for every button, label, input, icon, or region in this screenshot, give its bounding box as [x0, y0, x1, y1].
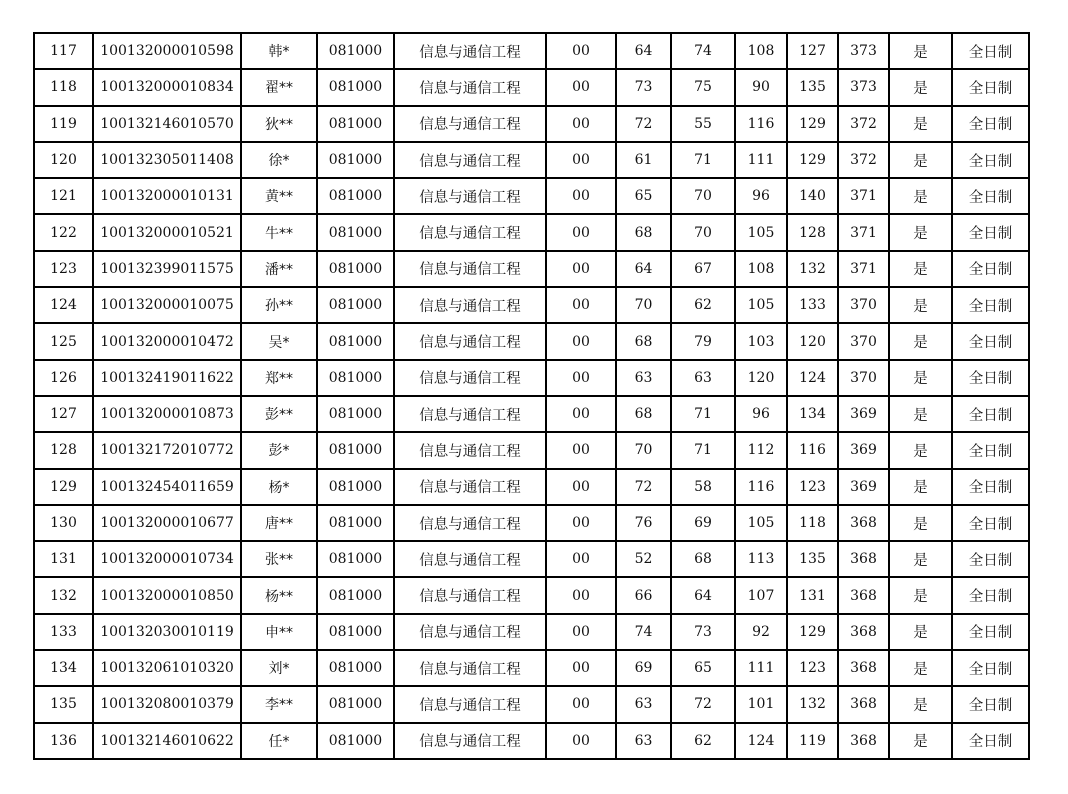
exam-id-cell: 100132000010677	[93, 505, 241, 541]
row-number-cell: 134	[34, 650, 93, 686]
total-score-cell: 369	[838, 396, 889, 432]
qualified-cell: 是	[889, 723, 952, 759]
total-score-cell: 368	[838, 541, 889, 577]
total-score-cell: 373	[838, 33, 889, 69]
candidate-name-cell: 牛**	[241, 214, 317, 250]
study-mode-cell: 全日制	[952, 251, 1029, 287]
total-score-cell: 371	[838, 251, 889, 287]
score-4-cell: 123	[787, 469, 838, 505]
score-2-cell: 58	[671, 469, 735, 505]
study-mode-cell: 全日制	[952, 469, 1029, 505]
exam-id-cell: 100132000010521	[93, 214, 241, 250]
score-2-cell: 67	[671, 251, 735, 287]
total-score-cell: 371	[838, 214, 889, 250]
candidate-name-cell: 韩*	[241, 33, 317, 69]
total-score-cell: 372	[838, 106, 889, 142]
candidate-name-cell: 黄**	[241, 178, 317, 214]
exam-id-cell: 100132061010320	[93, 650, 241, 686]
major-name-cell: 信息与通信工程	[394, 214, 546, 250]
study-mode-cell: 全日制	[952, 432, 1029, 468]
score-3-cell: 111	[735, 142, 787, 178]
candidate-name-cell: 唐**	[241, 505, 317, 541]
table-row	[34, 33, 1029, 69]
score-4-cell: 118	[787, 505, 838, 541]
candidate-name-cell: 吴*	[241, 323, 317, 359]
row-number-cell: 135	[34, 686, 93, 722]
major-code-cell: 081000	[317, 396, 394, 432]
exam-id-cell: 100132000010850	[93, 577, 241, 613]
qualified-cell: 是	[889, 577, 952, 613]
score-3-cell: 116	[735, 469, 787, 505]
table-row	[34, 142, 1029, 178]
exam-id-cell: 100132000010734	[93, 541, 241, 577]
score-2-cell: 73	[671, 614, 735, 650]
direction-code-cell: 00	[546, 541, 616, 577]
row-number-cell: 123	[34, 251, 93, 287]
row-number-cell: 127	[34, 396, 93, 432]
score-1-cell: 68	[616, 214, 671, 250]
score-3-cell: 101	[735, 686, 787, 722]
major-name-cell: 信息与通信工程	[394, 541, 546, 577]
score-3-cell: 108	[735, 33, 787, 69]
major-name-cell: 信息与通信工程	[394, 505, 546, 541]
candidate-name-cell: 郑**	[241, 360, 317, 396]
score-4-cell: 135	[787, 541, 838, 577]
score-2-cell: 72	[671, 686, 735, 722]
exam-id-cell: 100132305011408	[93, 142, 241, 178]
score-4-cell: 129	[787, 106, 838, 142]
score-1-cell: 72	[616, 106, 671, 142]
table-row	[34, 432, 1029, 468]
study-mode-cell: 全日制	[952, 360, 1029, 396]
major-name-cell: 信息与通信工程	[394, 360, 546, 396]
major-name-cell: 信息与通信工程	[394, 323, 546, 359]
table-row	[34, 541, 1029, 577]
score-1-cell: 63	[616, 686, 671, 722]
total-score-cell: 369	[838, 432, 889, 468]
row-number-cell: 125	[34, 323, 93, 359]
direction-code-cell: 00	[546, 505, 616, 541]
score-3-cell: 120	[735, 360, 787, 396]
qualified-cell: 是	[889, 69, 952, 105]
table-row	[34, 723, 1029, 759]
study-mode-cell: 全日制	[952, 577, 1029, 613]
major-code-cell: 081000	[317, 33, 394, 69]
table-row	[34, 287, 1029, 323]
direction-code-cell: 00	[546, 686, 616, 722]
score-3-cell: 124	[735, 723, 787, 759]
study-mode-cell: 全日制	[952, 178, 1029, 214]
row-number-cell: 121	[34, 178, 93, 214]
table-row	[34, 106, 1029, 142]
qualified-cell: 是	[889, 214, 952, 250]
admission-list-table	[33, 32, 1030, 760]
candidate-name-cell: 张**	[241, 541, 317, 577]
score-1-cell: 70	[616, 432, 671, 468]
major-name-cell: 信息与通信工程	[394, 69, 546, 105]
major-code-cell: 081000	[317, 432, 394, 468]
table-row	[34, 323, 1029, 359]
score-4-cell: 135	[787, 69, 838, 105]
major-name-cell: 信息与通信工程	[394, 723, 546, 759]
row-number-cell: 129	[34, 469, 93, 505]
score-4-cell: 123	[787, 650, 838, 686]
score-1-cell: 74	[616, 614, 671, 650]
major-code-cell: 081000	[317, 541, 394, 577]
qualified-cell: 是	[889, 33, 952, 69]
score-1-cell: 64	[616, 33, 671, 69]
exam-id-cell: 100132080010379	[93, 686, 241, 722]
table-row	[34, 614, 1029, 650]
qualified-cell: 是	[889, 323, 952, 359]
direction-code-cell: 00	[546, 469, 616, 505]
score-4-cell: 119	[787, 723, 838, 759]
total-score-cell: 368	[838, 723, 889, 759]
total-score-cell: 368	[838, 650, 889, 686]
study-mode-cell: 全日制	[952, 505, 1029, 541]
score-1-cell: 65	[616, 178, 671, 214]
table-row	[34, 469, 1029, 505]
score-3-cell: 108	[735, 251, 787, 287]
score-1-cell: 70	[616, 287, 671, 323]
study-mode-cell: 全日制	[952, 69, 1029, 105]
score-3-cell: 105	[735, 287, 787, 323]
score-2-cell: 79	[671, 323, 735, 359]
major-code-cell: 081000	[317, 323, 394, 359]
exam-id-cell: 100132030010119	[93, 614, 241, 650]
row-number-cell: 130	[34, 505, 93, 541]
score-4-cell: 124	[787, 360, 838, 396]
row-number-cell: 128	[34, 432, 93, 468]
exam-id-cell: 100132000010598	[93, 33, 241, 69]
score-3-cell: 96	[735, 178, 787, 214]
study-mode-cell: 全日制	[952, 323, 1029, 359]
score-3-cell: 92	[735, 614, 787, 650]
direction-code-cell: 00	[546, 650, 616, 686]
major-code-cell: 081000	[317, 686, 394, 722]
row-number-cell: 122	[34, 214, 93, 250]
score-4-cell: 128	[787, 214, 838, 250]
row-number-cell: 124	[34, 287, 93, 323]
row-number-cell: 126	[34, 360, 93, 396]
exam-id-cell: 100132000010131	[93, 178, 241, 214]
score-4-cell: 127	[787, 33, 838, 69]
candidate-name-cell: 李**	[241, 686, 317, 722]
candidate-name-cell: 彭**	[241, 396, 317, 432]
score-4-cell: 129	[787, 142, 838, 178]
score-2-cell: 71	[671, 142, 735, 178]
major-code-cell: 081000	[317, 650, 394, 686]
study-mode-cell: 全日制	[952, 287, 1029, 323]
major-code-cell: 081000	[317, 178, 394, 214]
qualified-cell: 是	[889, 287, 952, 323]
score-2-cell: 70	[671, 178, 735, 214]
major-code-cell: 081000	[317, 214, 394, 250]
row-number-cell: 131	[34, 541, 93, 577]
candidate-name-cell: 孙**	[241, 287, 317, 323]
study-mode-cell: 全日制	[952, 541, 1029, 577]
score-4-cell: 132	[787, 251, 838, 287]
score-2-cell: 71	[671, 432, 735, 468]
score-2-cell: 62	[671, 723, 735, 759]
qualified-cell: 是	[889, 650, 952, 686]
score-4-cell: 134	[787, 396, 838, 432]
score-3-cell: 107	[735, 577, 787, 613]
score-2-cell: 63	[671, 360, 735, 396]
direction-code-cell: 00	[546, 287, 616, 323]
table-row	[34, 650, 1029, 686]
exam-id-cell: 100132000010472	[93, 323, 241, 359]
qualified-cell: 是	[889, 505, 952, 541]
score-3-cell: 113	[735, 541, 787, 577]
total-score-cell: 369	[838, 469, 889, 505]
direction-code-cell: 00	[546, 69, 616, 105]
score-3-cell: 103	[735, 323, 787, 359]
score-1-cell: 52	[616, 541, 671, 577]
major-code-cell: 081000	[317, 723, 394, 759]
qualified-cell: 是	[889, 396, 952, 432]
exam-id-cell: 100132419011622	[93, 360, 241, 396]
major-name-cell: 信息与通信工程	[394, 650, 546, 686]
major-name-cell: 信息与通信工程	[394, 396, 546, 432]
score-2-cell: 71	[671, 396, 735, 432]
qualified-cell: 是	[889, 686, 952, 722]
exam-id-cell: 100132000010834	[93, 69, 241, 105]
score-1-cell: 63	[616, 723, 671, 759]
row-number-cell: 133	[34, 614, 93, 650]
major-code-cell: 081000	[317, 469, 394, 505]
major-name-cell: 信息与通信工程	[394, 287, 546, 323]
direction-code-cell: 00	[546, 323, 616, 359]
candidate-name-cell: 杨*	[241, 469, 317, 505]
exam-id-cell: 100132146010622	[93, 723, 241, 759]
row-number-cell: 136	[34, 723, 93, 759]
score-2-cell: 74	[671, 33, 735, 69]
major-code-cell: 081000	[317, 577, 394, 613]
study-mode-cell: 全日制	[952, 214, 1029, 250]
qualified-cell: 是	[889, 432, 952, 468]
row-number-cell: 119	[34, 106, 93, 142]
exam-id-cell: 100132454011659	[93, 469, 241, 505]
major-code-cell: 081000	[317, 142, 394, 178]
direction-code-cell: 00	[546, 106, 616, 142]
score-3-cell: 105	[735, 214, 787, 250]
score-2-cell: 69	[671, 505, 735, 541]
major-name-cell: 信息与通信工程	[394, 178, 546, 214]
table-row	[34, 69, 1029, 105]
study-mode-cell: 全日制	[952, 650, 1029, 686]
table-row	[34, 396, 1029, 432]
score-4-cell: 116	[787, 432, 838, 468]
direction-code-cell: 00	[546, 396, 616, 432]
major-code-cell: 081000	[317, 69, 394, 105]
major-code-cell: 081000	[317, 614, 394, 650]
direction-code-cell: 00	[546, 33, 616, 69]
candidate-name-cell: 杨**	[241, 577, 317, 613]
score-4-cell: 120	[787, 323, 838, 359]
row-number-cell: 118	[34, 69, 93, 105]
total-score-cell: 368	[838, 505, 889, 541]
major-name-cell: 信息与通信工程	[394, 251, 546, 287]
direction-code-cell: 00	[546, 251, 616, 287]
major-name-cell: 信息与通信工程	[394, 686, 546, 722]
score-2-cell: 75	[671, 69, 735, 105]
major-name-cell: 信息与通信工程	[394, 577, 546, 613]
study-mode-cell: 全日制	[952, 396, 1029, 432]
total-score-cell: 368	[838, 577, 889, 613]
score-2-cell: 62	[671, 287, 735, 323]
direction-code-cell: 00	[546, 614, 616, 650]
total-score-cell: 370	[838, 323, 889, 359]
qualified-cell: 是	[889, 178, 952, 214]
study-mode-cell: 全日制	[952, 33, 1029, 69]
direction-code-cell: 00	[546, 432, 616, 468]
exam-id-cell: 100132146010570	[93, 106, 241, 142]
score-4-cell: 129	[787, 614, 838, 650]
score-1-cell: 76	[616, 505, 671, 541]
candidate-name-cell: 徐*	[241, 142, 317, 178]
study-mode-cell: 全日制	[952, 106, 1029, 142]
total-score-cell: 370	[838, 287, 889, 323]
table-row	[34, 577, 1029, 613]
table-row	[34, 251, 1029, 287]
major-code-cell: 081000	[317, 505, 394, 541]
candidate-name-cell: 彭*	[241, 432, 317, 468]
major-code-cell: 081000	[317, 360, 394, 396]
score-2-cell: 65	[671, 650, 735, 686]
direction-code-cell: 00	[546, 142, 616, 178]
score-2-cell: 64	[671, 577, 735, 613]
study-mode-cell: 全日制	[952, 723, 1029, 759]
candidate-name-cell: 潘**	[241, 251, 317, 287]
total-score-cell: 372	[838, 142, 889, 178]
exam-id-cell: 100132399011575	[93, 251, 241, 287]
exam-id-cell: 100132172010772	[93, 432, 241, 468]
score-1-cell: 63	[616, 360, 671, 396]
direction-code-cell: 00	[546, 360, 616, 396]
major-name-cell: 信息与通信工程	[394, 469, 546, 505]
qualified-cell: 是	[889, 469, 952, 505]
qualified-cell: 是	[889, 360, 952, 396]
row-number-cell: 120	[34, 142, 93, 178]
qualified-cell: 是	[889, 251, 952, 287]
major-name-cell: 信息与通信工程	[394, 432, 546, 468]
candidate-name-cell: 刘*	[241, 650, 317, 686]
score-3-cell: 116	[735, 106, 787, 142]
score-1-cell: 73	[616, 69, 671, 105]
major-name-cell: 信息与通信工程	[394, 614, 546, 650]
total-score-cell: 371	[838, 178, 889, 214]
score-3-cell: 105	[735, 505, 787, 541]
score-1-cell: 68	[616, 396, 671, 432]
score-4-cell: 131	[787, 577, 838, 613]
score-4-cell: 132	[787, 686, 838, 722]
total-score-cell: 368	[838, 686, 889, 722]
qualified-cell: 是	[889, 614, 952, 650]
total-score-cell: 373	[838, 69, 889, 105]
major-code-cell: 081000	[317, 106, 394, 142]
total-score-cell: 370	[838, 360, 889, 396]
score-1-cell: 72	[616, 469, 671, 505]
score-3-cell: 111	[735, 650, 787, 686]
table-row	[34, 214, 1029, 250]
major-name-cell: 信息与通信工程	[394, 33, 546, 69]
major-code-cell: 081000	[317, 287, 394, 323]
study-mode-cell: 全日制	[952, 614, 1029, 650]
row-number-cell: 117	[34, 33, 93, 69]
score-2-cell: 70	[671, 214, 735, 250]
table-row	[34, 360, 1029, 396]
score-1-cell: 66	[616, 577, 671, 613]
direction-code-cell: 00	[546, 723, 616, 759]
candidate-name-cell: 申**	[241, 614, 317, 650]
qualified-cell: 是	[889, 541, 952, 577]
major-code-cell: 081000	[317, 251, 394, 287]
candidate-name-cell: 狄**	[241, 106, 317, 142]
score-3-cell: 96	[735, 396, 787, 432]
qualified-cell: 是	[889, 142, 952, 178]
score-1-cell: 69	[616, 650, 671, 686]
study-mode-cell: 全日制	[952, 686, 1029, 722]
table-row	[34, 505, 1029, 541]
major-name-cell: 信息与通信工程	[394, 106, 546, 142]
exam-id-cell: 100132000010075	[93, 287, 241, 323]
row-number-cell: 132	[34, 577, 93, 613]
qualified-cell: 是	[889, 106, 952, 142]
score-4-cell: 133	[787, 287, 838, 323]
direction-code-cell: 00	[546, 577, 616, 613]
total-score-cell: 368	[838, 614, 889, 650]
score-1-cell: 64	[616, 251, 671, 287]
direction-code-cell: 00	[546, 178, 616, 214]
score-1-cell: 61	[616, 142, 671, 178]
direction-code-cell: 00	[546, 214, 616, 250]
score-1-cell: 68	[616, 323, 671, 359]
candidate-name-cell: 任*	[241, 723, 317, 759]
exam-id-cell: 100132000010873	[93, 396, 241, 432]
score-3-cell: 90	[735, 69, 787, 105]
table-row	[34, 686, 1029, 722]
score-2-cell: 55	[671, 106, 735, 142]
table-body	[34, 33, 1029, 759]
candidate-name-cell: 翟**	[241, 69, 317, 105]
score-2-cell: 68	[671, 541, 735, 577]
major-name-cell: 信息与通信工程	[394, 142, 546, 178]
score-3-cell: 112	[735, 432, 787, 468]
study-mode-cell: 全日制	[952, 142, 1029, 178]
table-row	[34, 178, 1029, 214]
score-4-cell: 140	[787, 178, 838, 214]
